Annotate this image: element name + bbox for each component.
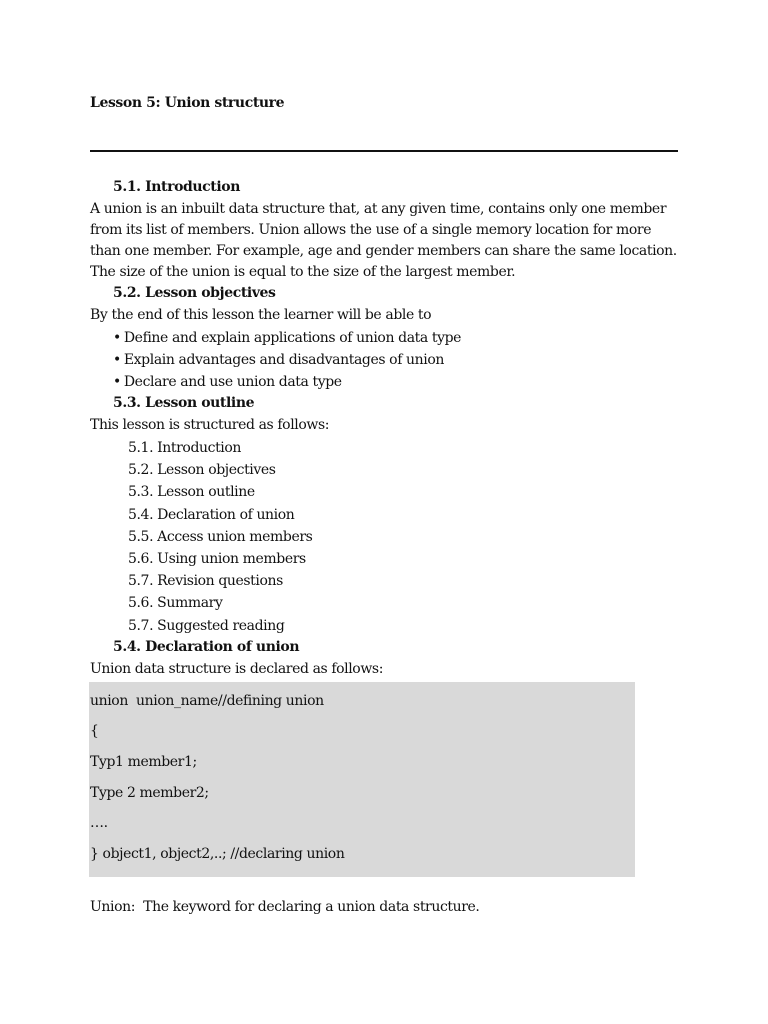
objective-text: Define and explain applications of union data type <box>123 330 462 346</box>
section-heading-objectives: 5.2. Lesson objectives <box>113 285 276 301</box>
code-line: Type 2 member2; <box>90 784 209 801</box>
lesson-content <box>90 177 680 918</box>
section-heading-introduction: 5.1. Introduction <box>113 179 241 195</box>
code-line: Typ1 member1; <box>90 754 197 771</box>
introduction-line: The size of the union is equal to the size of the largest member. <box>90 264 516 280</box>
outline-item: 5.3. Lesson outline <box>128 484 255 501</box>
objective-text: Explain advantages and disadvantages of union <box>123 352 444 368</box>
keyword-definition: Union: The keyword for declaring a union data structure. <box>90 899 480 916</box>
outline-item: 5.1. Introduction <box>128 440 242 456</box>
lesson-title: Lesson 5: Union structure <box>90 95 285 111</box>
list-item <box>113 327 680 349</box>
bullet-icon: • <box>113 330 121 346</box>
outline-lead: This lesson is structured as follows: <box>90 417 330 433</box>
title-divider <box>90 150 678 152</box>
code-line: union union_name//defining union <box>90 692 324 709</box>
objectives-lead: By the end of this lesson the learner will be able to <box>90 307 432 323</box>
outline-item: 5.6. Using union members <box>128 551 306 568</box>
introduction-line: from its list of members. Union allows the use of a single memory location for more <box>90 222 652 238</box>
introduction-line: A union is an inbuilt data structure that, at any given time, contains only one member <box>90 201 667 217</box>
outline-item: 5.5. Access union members <box>128 528 313 545</box>
outline-item: 5.6. Summary <box>128 595 223 612</box>
code-line: { <box>90 723 99 740</box>
outline-item: 5.7. Revision questions <box>128 573 283 590</box>
outline-item: 5.2. Lesson objectives <box>128 462 276 479</box>
outline-list <box>90 437 680 637</box>
outline-item: 5.4. Declaration of union <box>128 506 295 523</box>
objective-text: Declare and use union data type <box>123 374 342 390</box>
introduction-paragraph <box>90 199 680 283</box>
code-line: …. <box>90 815 108 832</box>
list-item <box>113 349 680 371</box>
declaration-lead: Union data structure is declared as follows: <box>90 660 384 677</box>
bullet-icon: • <box>113 374 121 390</box>
outline-item: 5.7. Suggested reading <box>128 617 285 634</box>
objectives-list <box>90 327 680 393</box>
section-heading-outline: 5.3. Lesson outline <box>113 395 255 411</box>
introduction-line: than one member. For example, age and gender members can share the same location. <box>90 243 677 259</box>
code-line: } object1, object2,..; //declaring union <box>90 845 345 862</box>
bullet-icon: • <box>113 352 121 368</box>
section-heading-declaration: 5.4. Declaration of union <box>113 638 300 655</box>
code-block <box>89 682 635 878</box>
list-item <box>113 371 680 393</box>
